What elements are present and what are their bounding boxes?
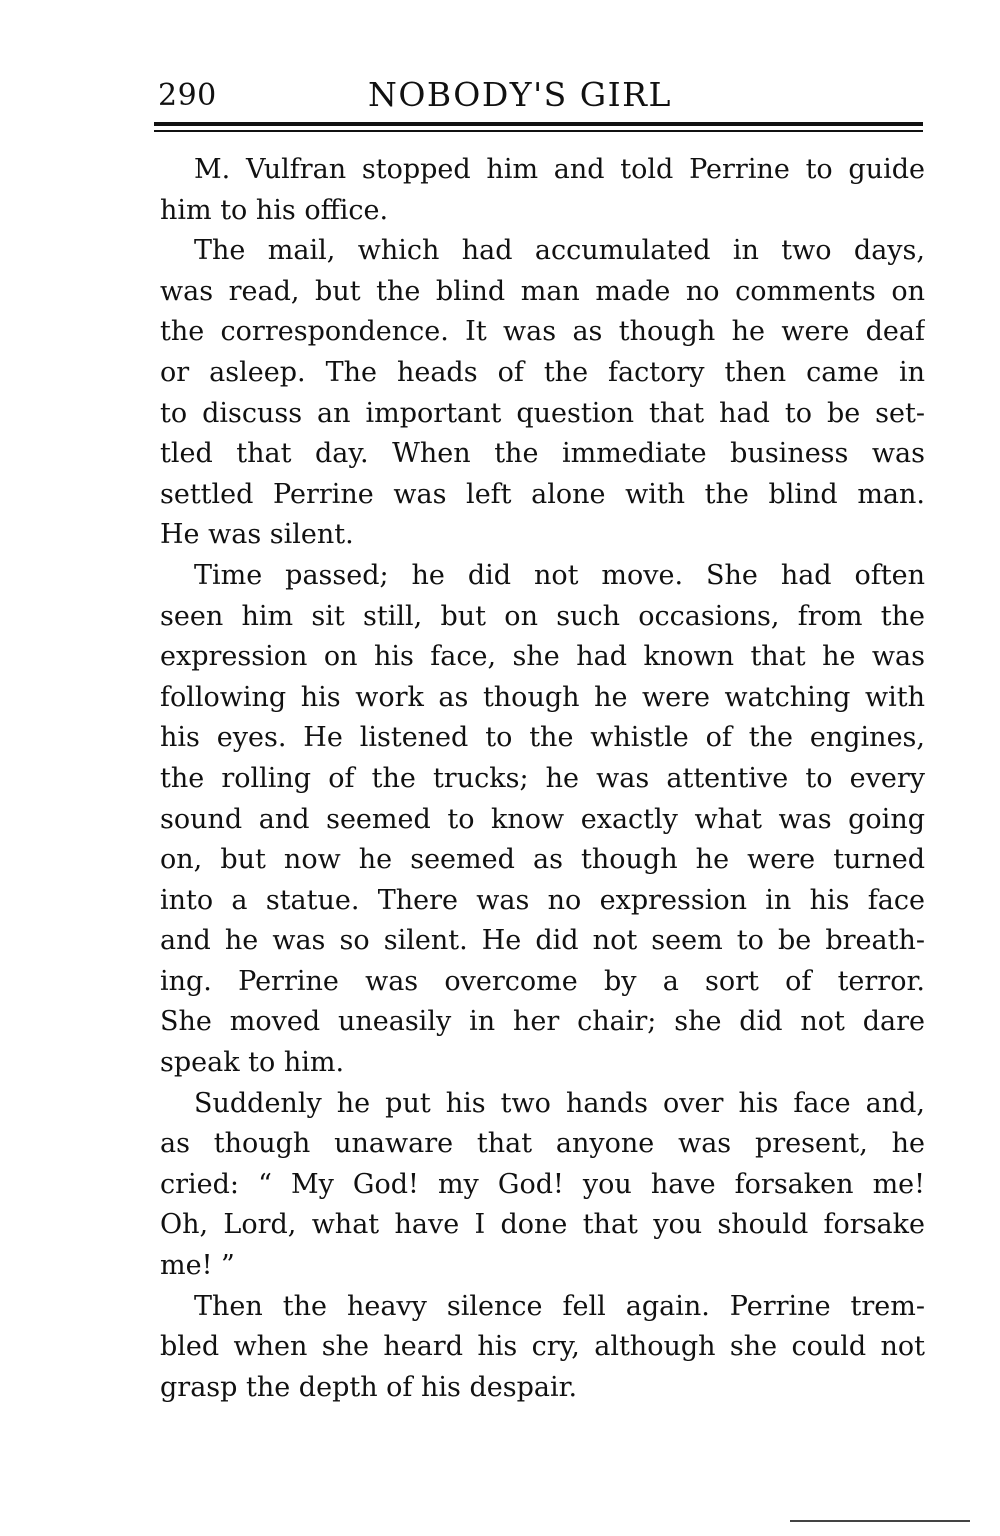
text-line: him to his office. [160, 194, 389, 226]
text-line: ing. Perrine was overcome by a sort of terror. [160, 965, 925, 997]
text-line: M. Vulfran stopped him and told Perrine to guide [194, 154, 925, 185]
text-line: tled that day. When the immediate business was [160, 438, 925, 470]
paragraph-5 [160, 1287, 925, 1409]
text-line: speak to him. [160, 1047, 345, 1079]
text-line: was read, but the blind man made no comments on [160, 275, 925, 307]
text-line: The mail, which had accumulated in two days, [194, 235, 925, 267]
text-line: bled when she heard his cry, although she could not [160, 1331, 925, 1363]
page-number: 290 [158, 78, 217, 113]
text-line: as though unaware that anyone was present, he [160, 1128, 925, 1160]
text-line: settled Perrine was left alone with the blind man. [160, 478, 925, 510]
paragraph-1 [160, 150, 925, 231]
header-rule-thin [154, 130, 923, 132]
book-title: NOBODY'S GIRL [368, 75, 672, 114]
text-line: and he was so silent. He did not seem to be breath- [160, 925, 925, 957]
text-line: me! ” [160, 1250, 235, 1282]
paragraph-2 [160, 231, 925, 556]
text-line: the correspondence. It was as though he were deaf [160, 316, 925, 348]
text-line: on, but now he seemed as though he were turned [160, 844, 925, 876]
body-text [160, 150, 925, 1408]
text-line: Suddenly he put his two hands over his face and, [194, 1087, 925, 1119]
text-line: She moved uneasily in her chair; she did not dare [160, 1006, 925, 1038]
text-line: grasp the depth of his despair. [160, 1371, 578, 1403]
running-head [158, 72, 924, 122]
text-line: seen him sit still, but on such occasions, from the [160, 600, 925, 632]
text-line: sound and seemed to know exactly what was going [160, 803, 925, 835]
text-line: or asleep. The heads of the factory then came in [160, 356, 925, 388]
text-line: into a statue. There was no expression in his face [160, 884, 925, 916]
text-line: his eyes. He listened to the whistle of the engines, [160, 722, 925, 754]
text-line: cried: “ My God! my God! you have forsaken me! [160, 1168, 925, 1200]
text-line: to discuss an important question that had to be set- [160, 397, 925, 429]
text-line: expression on his face, she had known that he was [160, 641, 925, 673]
paragraph-4 [160, 1084, 925, 1287]
paragraph-3 [160, 556, 925, 1084]
text-line: Oh, Lord, what have I done that you should forsake [160, 1209, 925, 1241]
text-line: the rolling of the trucks; he was attentive to every [160, 762, 925, 794]
header-rule-thick [154, 122, 923, 126]
text-line: Then the heavy silence fell again. Perrine trem- [194, 1290, 925, 1322]
text-line: He was silent. [160, 519, 354, 551]
text-line: Time passed; he did not move. She had often [194, 559, 925, 591]
text-line: following his work as though he were watching with [160, 681, 925, 713]
footer-rule [790, 1520, 970, 1522]
